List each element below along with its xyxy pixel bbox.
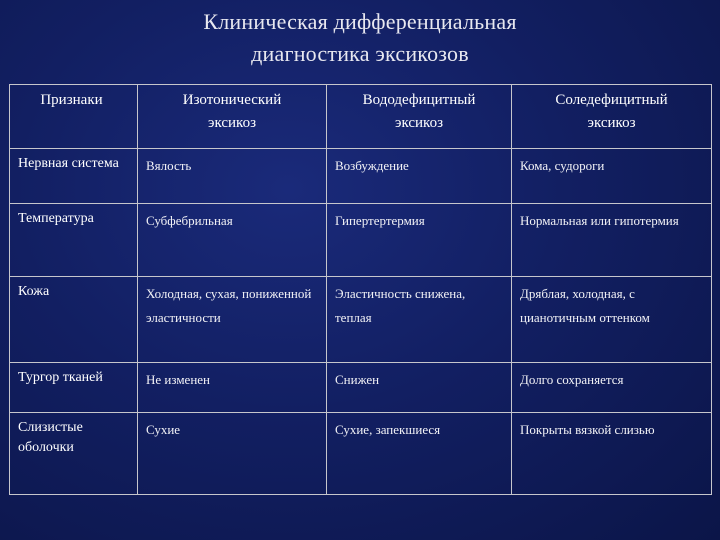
header-isotonic: Изотонический эксикоз — [138, 85, 327, 149]
isotonic-cell: Сухие — [138, 413, 327, 495]
salt-deficit-cell: Долго сохраняется — [512, 363, 712, 413]
table-row — [10, 413, 712, 495]
table-row — [10, 363, 712, 413]
row-sign-cell: Слизистые оболочки — [10, 413, 138, 495]
row-sign-cell: Нервная система — [10, 149, 138, 204]
isotonic-cell: Вялость — [138, 149, 327, 204]
slide-title — [0, 6, 720, 70]
isotonic-cell: Субфебрильная — [138, 204, 327, 277]
table-header-row — [10, 85, 712, 149]
slide-title-line-1: Клиническая дифференциальная — [203, 9, 517, 34]
table-row — [10, 204, 712, 277]
row-sign-cell: Тургор тканей — [10, 363, 138, 413]
diagnostics-table — [9, 84, 712, 495]
salt-deficit-cell: Кома, судороги — [512, 149, 712, 204]
water-deficit-cell: Снижен — [327, 363, 512, 413]
water-deficit-cell: Гипертертермия — [327, 204, 512, 277]
table-row — [10, 277, 712, 363]
salt-deficit-cell: Покрыты вязкой слизью — [512, 413, 712, 495]
isotonic-cell: Холодная, сухая, пониженной эластичности — [138, 277, 327, 363]
isotonic-cell: Не изменен — [138, 363, 327, 413]
water-deficit-cell: Эластичность снижена, теплая — [327, 277, 512, 363]
salt-deficit-cell: Нормальная или гипотермия — [512, 204, 712, 277]
row-sign-cell: Кожа — [10, 277, 138, 363]
row-sign-cell: Температура — [10, 204, 138, 277]
water-deficit-cell: Сухие, запекшиеся — [327, 413, 512, 495]
header-salt-deficit: Соледефицитный эксикоз — [512, 85, 712, 149]
slide-title-line-2: диагностика эксикозов — [251, 41, 469, 66]
header-signs: Признаки — [10, 85, 138, 149]
water-deficit-cell: Возбуждение — [327, 149, 512, 204]
salt-deficit-cell: Дряблая, холодная, с цианотичным оттенком — [512, 277, 712, 363]
header-water-deficit: Вододефицитный эксикоз — [327, 85, 512, 149]
table-row — [10, 149, 712, 204]
